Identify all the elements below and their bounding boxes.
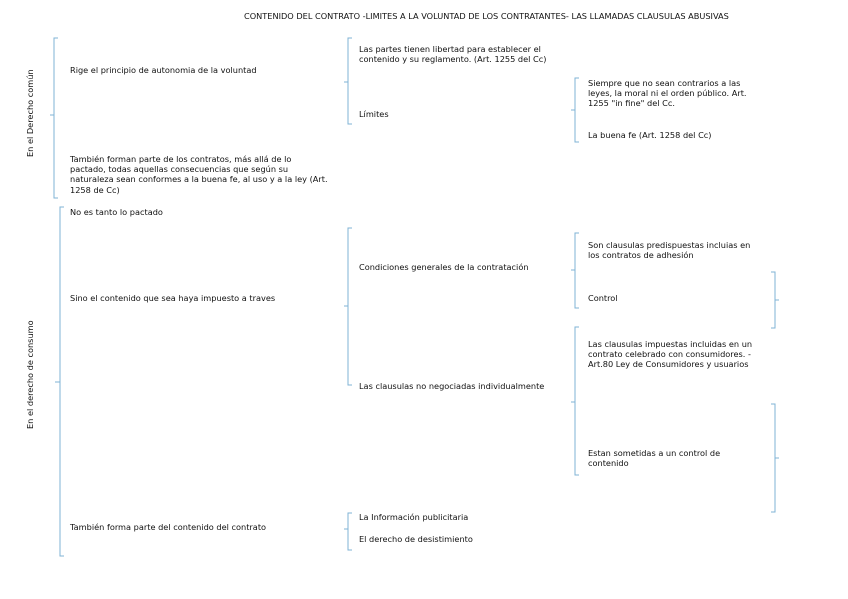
tambien-line-2: pactado, todas aquellas consecuencias que según su bbox=[70, 164, 289, 175]
control-text: Control bbox=[588, 293, 618, 303]
tambien-forma-text: También forma parte del contenido del contrato bbox=[70, 522, 267, 532]
bracket-sino bbox=[344, 228, 352, 385]
siempre-line-3: 1255 "in fine" del Cc. bbox=[588, 98, 675, 109]
tambien-line-4: 1258 de Cc) bbox=[70, 184, 120, 195]
rige-text: Rige el principio de autonomia de la voluntad bbox=[70, 65, 257, 75]
partes-text bbox=[359, 44, 546, 64]
informacion-text: La Información publicitaria bbox=[359, 512, 469, 522]
clausulas-no-text: Las clausulas no negociadas individualmente bbox=[359, 381, 545, 391]
impuestas-line-3: Art.80 Ley de Consumidores y usuarios bbox=[588, 359, 749, 370]
bracket-control-right bbox=[771, 272, 779, 328]
son-line-1: Son clausulas predispuestas incluias en bbox=[588, 240, 751, 250]
bracket-condiciones bbox=[571, 233, 579, 308]
sometidas-text bbox=[588, 448, 720, 468]
bracket-tambien-forma bbox=[344, 513, 352, 550]
limites-text: Límites bbox=[359, 109, 389, 119]
bracket-limites bbox=[571, 78, 579, 142]
son-text bbox=[588, 240, 750, 260]
sometidas-line-1: Estan sometidas a un control de bbox=[588, 448, 721, 458]
partes-line-1: Las partes tienen libertad para establecer el bbox=[359, 44, 541, 54]
desistimiento-text: El derecho de desistimiento bbox=[359, 534, 473, 544]
bracket-consumo bbox=[55, 207, 64, 556]
tambien-line-3: naturaleza sean conformes a la buena fe, al uso y a la ley (Art. bbox=[70, 174, 328, 185]
siempre-line-1: Siempre que no sean contrarios a las bbox=[588, 78, 741, 88]
no-es-text: No es tanto lo pactado bbox=[70, 207, 163, 217]
siempre-text bbox=[588, 78, 747, 109]
impuestas-text bbox=[588, 339, 752, 370]
son-line-2: los contratos de adhesión bbox=[588, 250, 694, 261]
page-title: CONTENIDO DEL CONTRATO -LIMITES A LA VOLUNTAD DE LOS CONTRATANTES- LAS LLAMADAS CLAUSULAS ABUSIVAS bbox=[244, 11, 729, 21]
tambien-line-1: También forman parte de los contratos, más allá de lo bbox=[70, 154, 292, 164]
buena-fe-text: La buena fe (Art. 1258 del Cc) bbox=[588, 130, 712, 140]
bracket-comun bbox=[50, 38, 58, 198]
label-derecho-consumo: En el derecho de consumo bbox=[25, 320, 35, 429]
siempre-line-2: leyes, la moral ni el orden público. Art. bbox=[588, 88, 747, 99]
bracket-rige bbox=[344, 38, 352, 124]
condiciones-text: Condiciones generales de la contratación bbox=[359, 262, 529, 272]
partes-line-2: contenido y su reglamento. (Art. 1255 del Cc) bbox=[359, 54, 547, 65]
impuestas-line-1: Las clausulas impuestas incluidas en un bbox=[588, 339, 753, 349]
bracket-sometidas-right bbox=[771, 404, 779, 512]
tambien-forman-text bbox=[70, 154, 328, 195]
sometidas-line-2: contenido bbox=[588, 458, 629, 469]
bracket-clausulas-no bbox=[571, 327, 579, 475]
impuestas-line-2: contrato celebrado con consumidores. - bbox=[588, 349, 751, 360]
sino-text: Sino el contenido que sea haya impuesto a traves bbox=[70, 293, 276, 303]
label-derecho-comun: En el Derecho común bbox=[25, 69, 35, 157]
